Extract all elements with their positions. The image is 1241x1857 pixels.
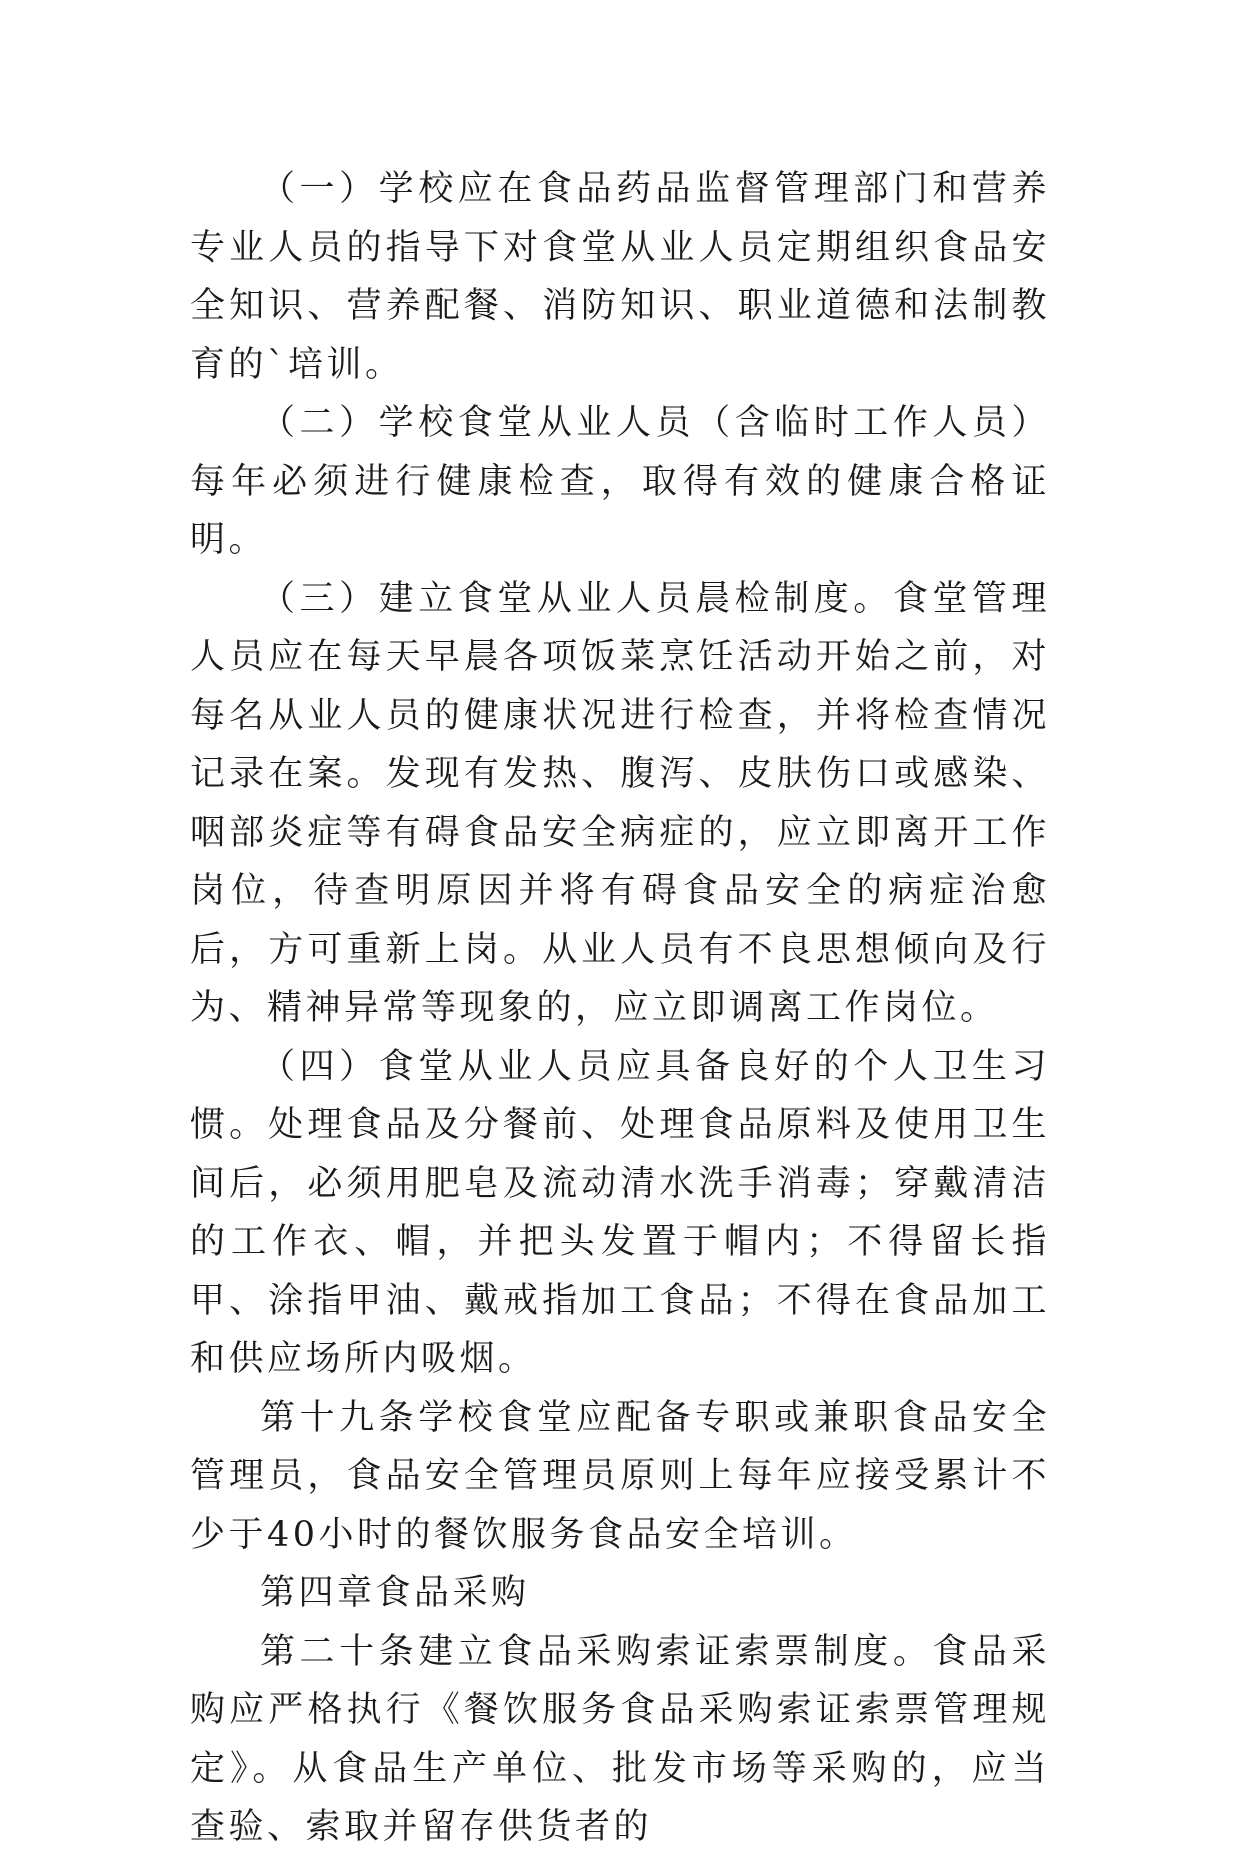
paragraph-health-check: （二）学校食堂从业人员（含临时工作人员）每年必须进行健康检查，取得有效的健康合格证明。 [190,403,1050,560]
paragraph-staff-training: （一）学校应在食品药品监督管理部门和营养专业人员的指导下对食堂从业人员定期组织食品安全知识、营养配餐、消防知识、职业道德和法制教育的`培训。 [190,169,1050,385]
chapter-heading: 第四章食品采购 [260,1573,530,1613]
paragraph-article-20: 第二十条建立食品采购索证索票制度。食品采购应严格执行《餐饮服务食品采购索证索票管理规定》。从食品生产单位、批发市场等采购的，应当查验、索取并留存供货者的 [190,1631,1050,1847]
paragraph-morning-check: （三）建立食堂从业人员晨检制度。食堂管理人员应在每天早晨各项饭菜烹饪活动开始之前，对每名从业人员的健康状况进行检查，并将检查情况记录在案。发现有发热、腹泻、皮肤伤口或感染、咽部炎症等有碍食品安全病症的，应立即离开工作岗位，待查明原因并将有碍食品安全的病症治愈后，方可重新上岗。从业人员有不良思想倾向及行为、精神异常等现象的，应立即调离工作岗位。 [190,578,1050,1028]
document-body [190,160,1050,1857]
paragraph-article-19: 第十九条学校食堂应配备专职或兼职食品安全管理员，食品安全管理员原则上每年应接受累计不少于40小时的餐饮服务食品安全培训。 [190,1397,1050,1555]
paragraph-personal-hygiene: （四）食堂从业人员应具备良好的个人卫生习惯。处理食品及分餐前、处理食品原料及使用卫生间后，必须用肥皂及流动清水洗手消毒；穿戴清洁的工作衣、帽，并把头发置于帽内；不得留长指甲、涂指甲油、戴戒指加工食品；不得在食品加工和供应场所内吸烟。 [190,1046,1050,1379]
